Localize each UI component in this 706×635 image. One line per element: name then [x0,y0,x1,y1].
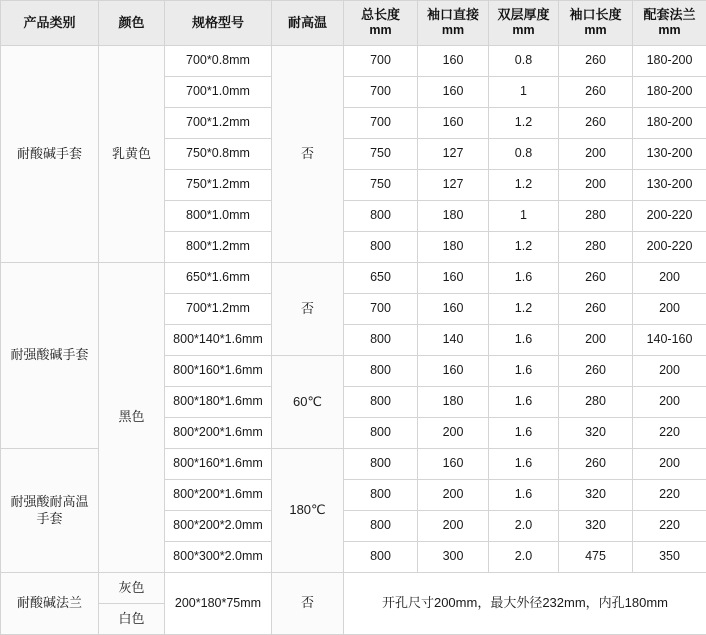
cell-heat: 否 [272,573,344,635]
cell-flange: 200-220 [633,232,706,263]
cell-thickness: 1.6 [489,418,559,449]
cell-thickness: 1.6 [489,449,559,480]
cell-model: 650*1.6mm [165,263,272,294]
cell-category: 耐强酸碱手套 [1,263,99,449]
cell-cuff-length: 260 [559,108,633,139]
cell-cuff-length: 200 [559,325,633,356]
cell-thickness: 2.0 [489,542,559,573]
header-label: 规格型号 [192,15,244,30]
cell-model: 700*1.2mm [165,108,272,139]
cell-flange: 180-200 [633,46,706,77]
cell-model: 800*200*1.6mm [165,480,272,511]
header-matching-flange [633,1,706,46]
cell-thickness: 2.0 [489,511,559,542]
header-total-length [344,1,418,46]
cell-flange: 180-200 [633,108,706,139]
cell-cuff-diameter: 160 [418,449,489,480]
header-unit: mm [636,23,703,39]
cell-cuff-length: 260 [559,46,633,77]
header-label: 颜色 [118,15,144,30]
header-label: 总长度 [361,7,400,22]
header-unit: mm [562,23,629,39]
cell-cuff-diameter: 127 [418,139,489,170]
cell-flange: 220 [633,480,706,511]
header-label: 袖口长度 [569,7,621,22]
header-unit: mm [347,23,414,39]
cell-flange: 220 [633,418,706,449]
cell-cuff-diameter: 300 [418,542,489,573]
cell-flange: 200 [633,356,706,387]
header-cuff-diameter [418,1,489,46]
cell-cuff-diameter: 180 [418,201,489,232]
cell-heat: 否 [272,46,344,263]
cell-model: 800*1.2mm [165,232,272,263]
cell-heat: 否 [272,263,344,356]
cell-cuff-diameter: 160 [418,356,489,387]
cell-color: 黑色 [99,263,165,573]
cell-model: 800*200*2.0mm [165,511,272,542]
header-color [99,1,165,46]
cell-total-length: 800 [344,480,418,511]
cell-cuff-length: 260 [559,356,633,387]
cell-total-length: 800 [344,325,418,356]
cell-color: 白色 [99,604,165,635]
cell-flange-note: 开孔尺寸200mm，最大外径232mm，内孔180mm [344,573,706,635]
cell-cuff-diameter: 180 [418,387,489,418]
cell-thickness: 1 [489,77,559,108]
cell-thickness: 1.6 [489,356,559,387]
cell-thickness: 1.2 [489,294,559,325]
header-label: 配套法兰 [643,7,695,22]
cell-cuff-diameter: 180 [418,232,489,263]
cell-cuff-diameter: 140 [418,325,489,356]
cell-cuff-diameter: 160 [418,46,489,77]
cell-model: 800*160*1.6mm [165,449,272,480]
header-cuff-length [559,1,633,46]
cell-cuff-length: 280 [559,232,633,263]
cell-thickness: 1.6 [489,325,559,356]
cell-total-length: 800 [344,511,418,542]
cell-cuff-length: 320 [559,480,633,511]
cell-total-length: 700 [344,46,418,77]
cell-color: 乳黄色 [99,46,165,263]
cell-cuff-length: 200 [559,170,633,201]
cell-thickness: 1.6 [489,387,559,418]
cell-category: 耐酸碱手套 [1,46,99,263]
cell-thickness: 0.8 [489,46,559,77]
cell-model: 200*180*75mm [165,573,272,635]
cell-model: 800*200*1.6mm [165,418,272,449]
cell-category: 耐强酸耐高温手套 [1,449,99,573]
cell-model: 700*1.2mm [165,294,272,325]
cell-total-length: 700 [344,294,418,325]
cell-total-length: 800 [344,449,418,480]
cell-category: 耐酸碱法兰 [1,573,99,635]
cell-total-length: 800 [344,232,418,263]
cell-model: 800*160*1.6mm [165,356,272,387]
cell-flange: 200-220 [633,201,706,232]
cell-flange: 130-200 [633,139,706,170]
cell-heat: 60℃ [272,356,344,449]
cell-thickness: 1.6 [489,480,559,511]
table-row [1,263,706,294]
cell-cuff-length: 475 [559,542,633,573]
cell-total-length: 650 [344,263,418,294]
cell-cuff-length: 320 [559,418,633,449]
cell-thickness: 0.8 [489,139,559,170]
header-label: 产品类别 [23,15,75,30]
cell-thickness: 1.2 [489,108,559,139]
cell-model: 800*1.0mm [165,201,272,232]
cell-cuff-length: 320 [559,511,633,542]
cell-heat: 180℃ [272,449,344,573]
cell-total-length: 800 [344,418,418,449]
cell-cuff-length: 260 [559,77,633,108]
table-header-row [1,1,706,46]
header-product-category [1,1,99,46]
header-model [165,1,272,46]
cell-cuff-length: 260 [559,294,633,325]
cell-total-length: 800 [344,201,418,232]
cell-model: 800*140*1.6mm [165,325,272,356]
cell-flange: 200 [633,263,706,294]
cell-cuff-diameter: 160 [418,294,489,325]
cell-total-length: 800 [344,542,418,573]
cell-total-length: 700 [344,77,418,108]
table-row [1,46,706,77]
cell-flange: 220 [633,511,706,542]
cell-thickness: 1.2 [489,232,559,263]
cell-total-length: 800 [344,356,418,387]
cell-total-length: 750 [344,139,418,170]
cell-model: 750*1.2mm [165,170,272,201]
cell-thickness: 1.2 [489,170,559,201]
cell-model: 700*1.0mm [165,77,272,108]
cell-total-length: 700 [344,108,418,139]
cell-thickness: 1.6 [489,263,559,294]
cell-thickness: 1 [489,201,559,232]
cell-cuff-length: 200 [559,139,633,170]
cell-model: 700*0.8mm [165,46,272,77]
cell-flange: 200 [633,294,706,325]
header-label: 袖口直接 [427,7,479,22]
cell-cuff-diameter: 160 [418,108,489,139]
cell-cuff-diameter: 160 [418,77,489,108]
cell-cuff-diameter: 200 [418,511,489,542]
cell-total-length: 800 [344,387,418,418]
header-label: 双层厚度 [497,7,549,22]
header-unit: mm [421,23,485,39]
cell-flange: 350 [633,542,706,573]
cell-flange: 140-160 [633,325,706,356]
cell-cuff-diameter: 200 [418,418,489,449]
table-row [1,573,706,604]
cell-model: 750*0.8mm [165,139,272,170]
header-double-thickness [489,1,559,46]
cell-cuff-length: 260 [559,263,633,294]
header-heat-resistance [272,1,344,46]
cell-model: 800*180*1.6mm [165,387,272,418]
cell-total-length: 750 [344,170,418,201]
cell-flange: 180-200 [633,77,706,108]
cell-flange: 130-200 [633,170,706,201]
cell-flange: 200 [633,449,706,480]
cell-cuff-diameter: 160 [418,263,489,294]
cell-cuff-length: 280 [559,387,633,418]
cell-cuff-length: 280 [559,201,633,232]
cell-cuff-length: 260 [559,449,633,480]
cell-flange: 200 [633,387,706,418]
cell-color: 灰色 [99,573,165,604]
cell-cuff-diameter: 200 [418,480,489,511]
header-label: 耐高温 [288,15,327,30]
cell-cuff-diameter: 127 [418,170,489,201]
cell-model: 800*300*2.0mm [165,542,272,573]
header-unit: mm [492,23,555,39]
